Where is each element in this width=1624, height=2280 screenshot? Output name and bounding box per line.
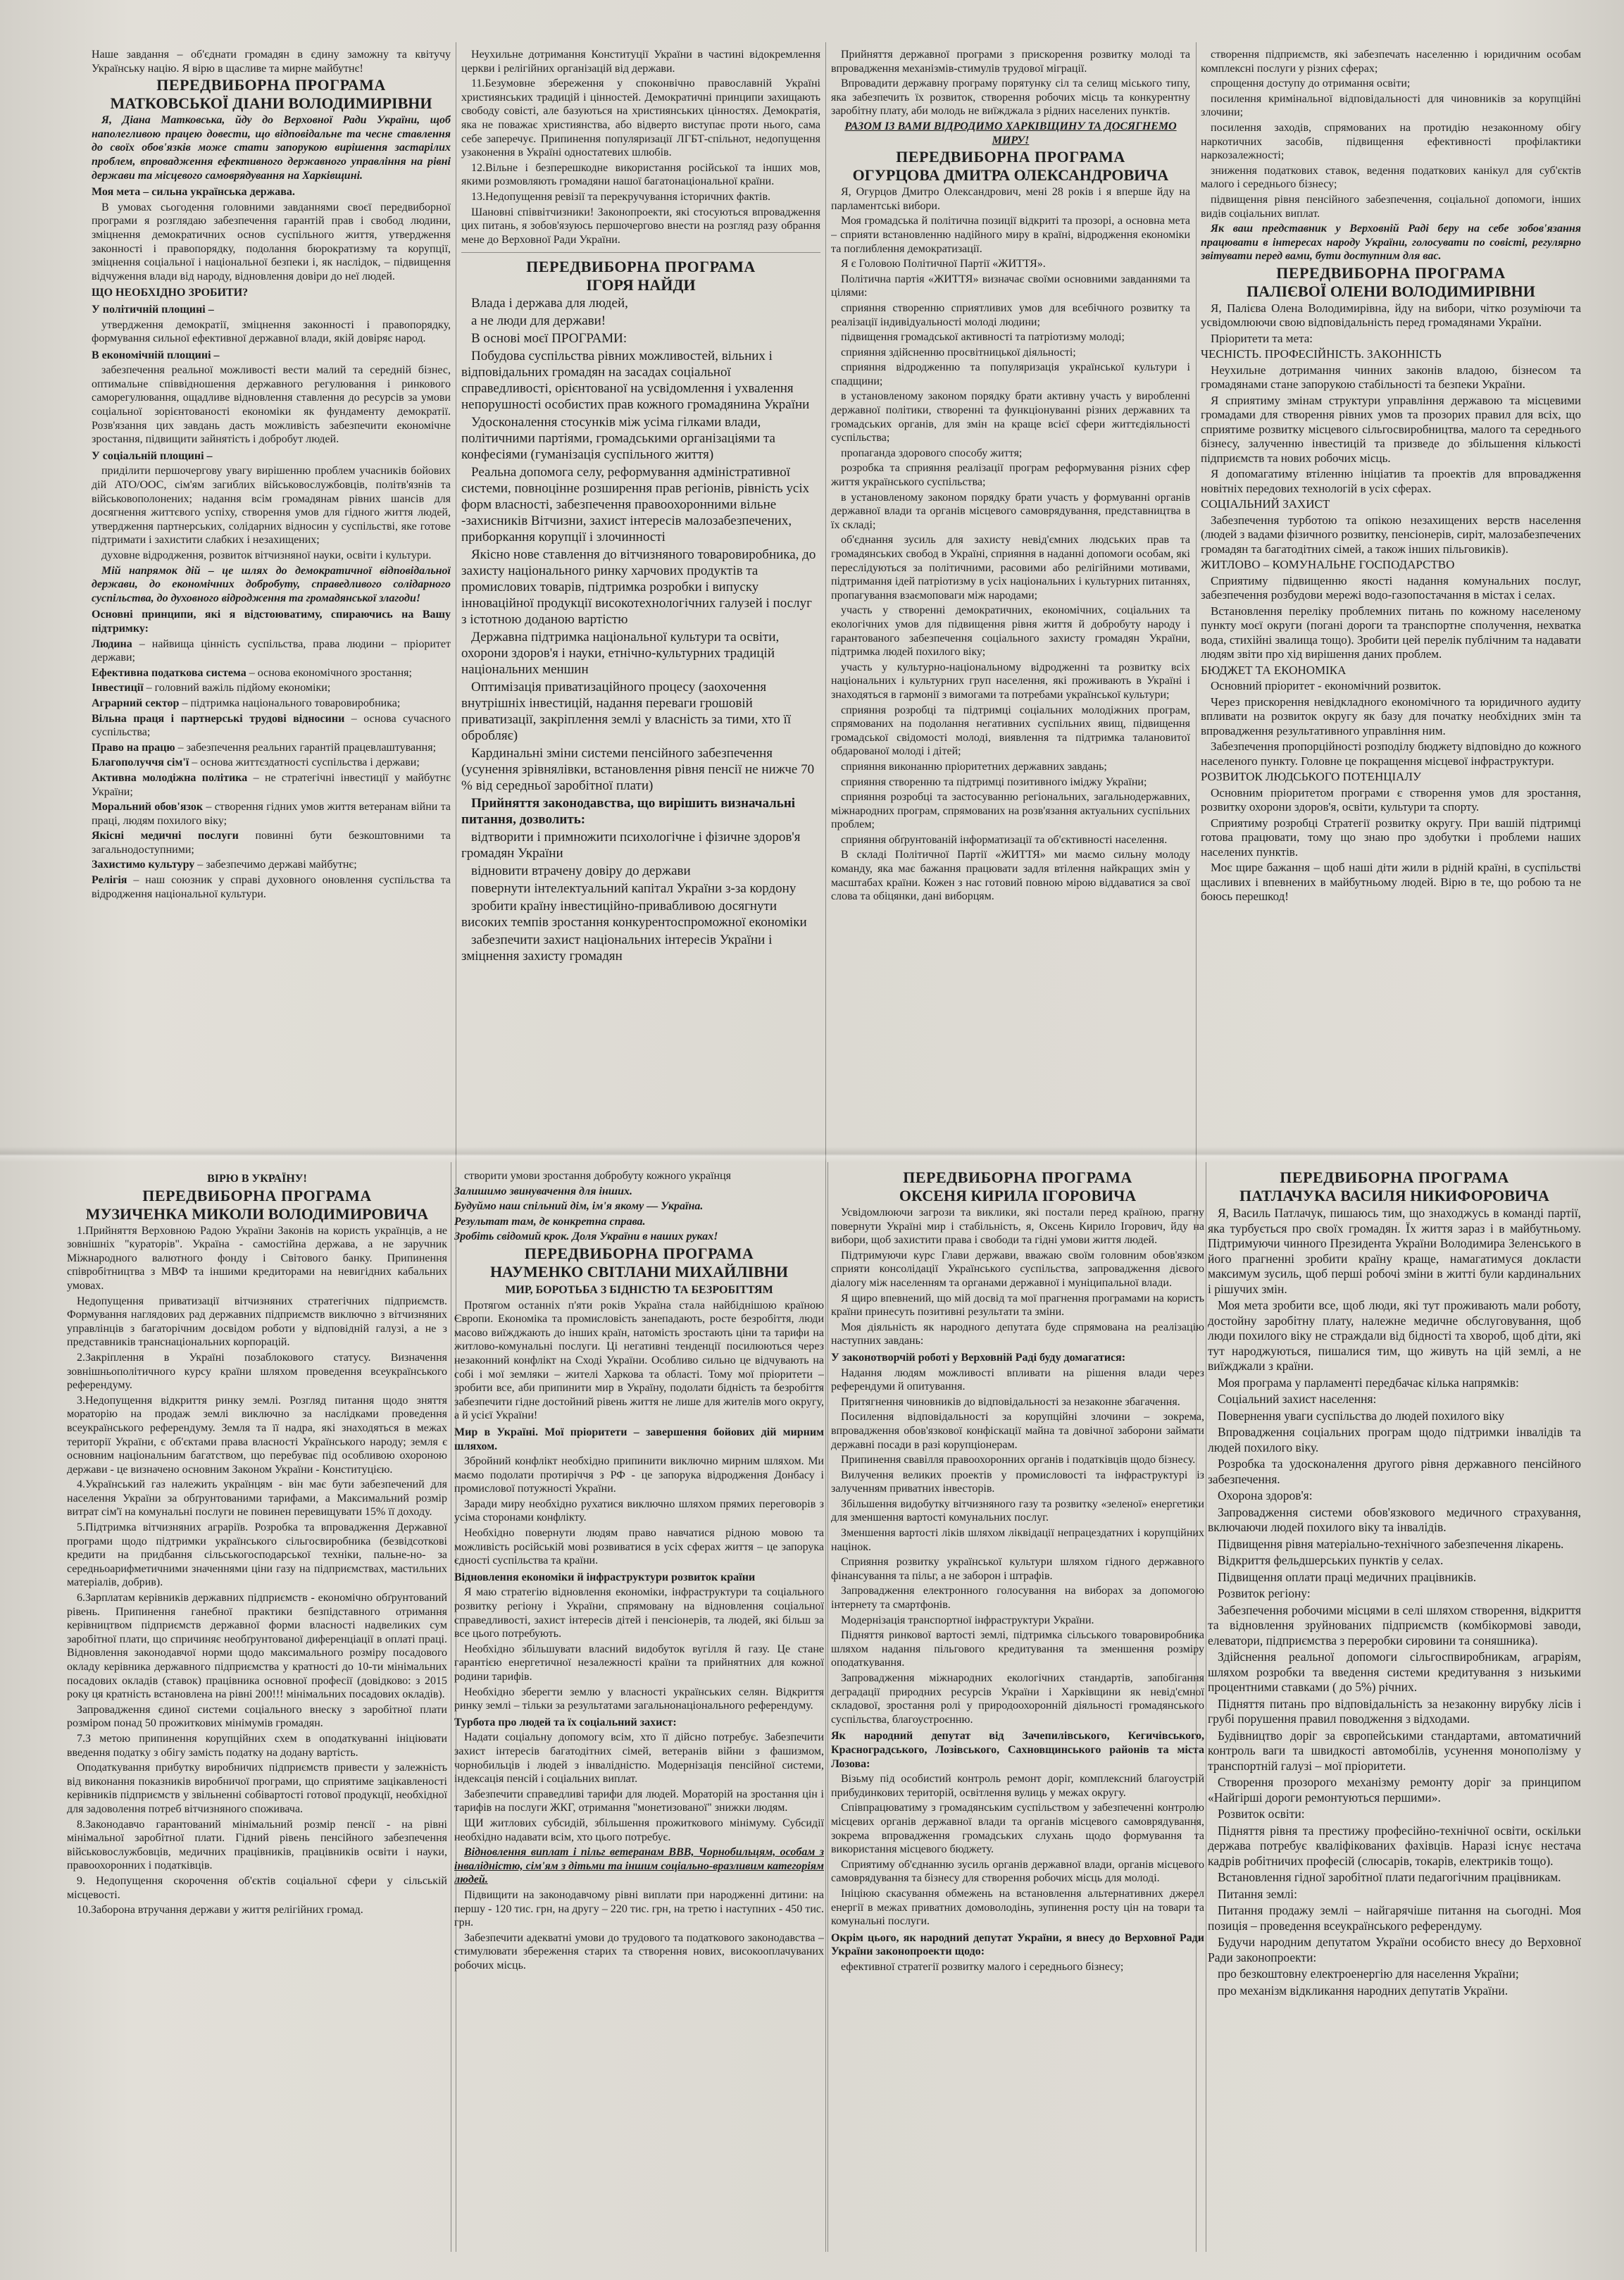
list-item: Притягнення чиновників до відповідальності за незаконне збагачення.	[841, 1395, 1180, 1408]
paragraph: Моя діяльність як народного депутата буде спрямована на реалізацію наступних завдань:	[831, 1321, 1204, 1347]
list-item: Впровадження соціальних програм щодо підтримки інвалідів та людей похилого віку.	[1208, 1425, 1581, 1454]
paragraph: Заради миру необхідно рухатися виключно шляхом прямих переговорів з усіма сторонами конфлікту.	[454, 1497, 824, 1524]
list-item: Прийняття законодавства, що вирішить визначальні питання, дозволить:	[461, 796, 796, 828]
principle-text: повинні бути безкоштовними та загальнодоступними;	[92, 830, 451, 856]
subheading: У політичній площині –	[92, 303, 214, 316]
list-item: Повернення уваги суспільства до людей похилого віку	[1218, 1408, 1505, 1423]
list-item: участь у створенні демократичних, економічних, соціальних та екологічних умов для підвищення рівня життя й добробуту народу і гарантованого забезпечення соціального захисту громадян України, підтримка людей похилого віку;	[831, 604, 1190, 659]
paragraph: Підтримуючи курс Глави держави, вважаю своїм головним обов'язком сприяти консолідації Українського суспільства, запровадження дієвого діалогу між населенням та органами державної і муніципальної влади.	[831, 1249, 1204, 1289]
slogan-line: Зробіть свідомий крок. Доля України в наших руках!	[454, 1231, 718, 1243]
paragraph: Через прискорення невідкладного економічного та юридичного аудиту впливати на розвиток округу як базу для початку необхідних змін та впровадження результативного управління ним.	[1201, 694, 1581, 737]
mission: Моя мета – сильна українська держава.	[92, 186, 295, 199]
list-item: Підняття питань про відповідальність за незаконну вирубку лісів і грубі порушення правил поводження з відходами.	[1208, 1696, 1581, 1726]
paragraph: Я щиро впевнений, що мій досвід та мої прагнення програмами на користь країни принесуть позитивні результати та зміни.	[831, 1292, 1204, 1319]
principles-heading: Основні принципи, які я відстоюватиму, спираючись на Вашу підтримку:	[92, 609, 451, 635]
topic-list	[1208, 1603, 1581, 1806]
paragraph: Я допомагатиму втіленню ініціатив та проектів для впровадження новітніх передових технологій в усіх сферах.	[1201, 467, 1581, 495]
paragraph: Я, Огурцов Дмитро Олександрович, мені 28 років і я вперше йду на парламентські вибори.	[831, 186, 1190, 212]
intro-text: Наше завдання – об'єднати громадян в єдину заможну та квітучу Українську націю. Я вірю в щасливе та мирне майбутнє!	[92, 49, 451, 75]
slogan-line: Результат там, де конкретна справа.	[454, 1215, 646, 1228]
program-items	[67, 1224, 447, 1917]
list-item: 6.Зарплатам керівників державних підприємств - економічно обґрунтований рівень. Припинення ганебної практики безпідставного отримання керівництвом підприємств державної форми власності надвеликих сум заробітної плати, що спричиняє необґрунтованої диференціації в оплаті праці. Відновлення законодавчої норми щодо максимального розміру посадового окладу керівника державного підприємства у кратності до 10-ти мінімальних посадових окладів (ставок) працівника основної професії (довідково: з 2015 року ця кратність встановлена на рівні 200!!! мінімальних посадових окладів).	[67, 1592, 447, 1701]
column-divider	[827, 1162, 828, 2252]
list-item: зробити країну інвестиційно-привабливою досягнути високих темпів зростання конкурентоспроможної економіки	[461, 899, 807, 930]
subheading: Охорона здоров'я:	[1218, 1488, 1313, 1502]
paragraph: Я, Василь Патлачук, пишаюсь тим, що знаходжусь в команді партії, яка турбується про своїх громадян. Їх життя зараз і в майбутньому. Підтримуючи чинного Президента України Володимира Зеленського в його прагненні зробити країну краще, намагатимуся докласти максимум зусиль, щоб перші робочі зміни в житті були кардинальних і рішучих змін.	[1208, 1206, 1581, 1296]
list-item: Запровадження міжнародних екологічних стандартів, запобігання деградації природних ресурсів України і Харківщини як невід'ємної складової, зростання ролі у природоохоронній діяльності громадянського суспільства, благоустроєнню.	[831, 1672, 1204, 1726]
list-item: участь у культурно-національному відродженні та розвитку всіх національних і культурних груп населення, які проживають в Україні і знаходяться в гармонії з вимогами та потребами української культури;	[831, 661, 1190, 701]
list-item: зниження податкових ставок, ведення податкових канікул для суб'єктів малого і середнього бізнесу;	[1201, 164, 1581, 191]
subheading: Питання землі:	[1218, 1886, 1297, 1901]
paragraph: Основним пріоритетом програми є створення умов для зростання, розвитку охорони здоров'я, освіти, культури та спорту.	[1201, 785, 1581, 814]
slogan-line: В основі моєї ПРОГРАМИ:	[471, 331, 627, 347]
subheading: МИР, БОРОТЬБА З БІДНІСТЮ ТА БЕЗРОБІТТЯМ	[505, 1283, 773, 1296]
list-item: Здійснення реальної допомоги сільгоспвиробникам, аграріям, шляхом розробки та введення системи кредитування з низькими процентними ставками ( до 5%) річних.	[1208, 1650, 1581, 1694]
paragraph: Підвищити на законодавчому рівні виплати при народженні дитини: на першу - 120 тис. грн, на другу – 220 тис. грн, на третю і наступних - 450 тис. грн.	[454, 1888, 824, 1929]
principle-text: – не стратегічні інвестиції у майбутнє України;	[92, 771, 451, 798]
principle-term: Благополуччя сім'ї	[92, 756, 189, 769]
list-item: 4.Український газ належить українцям - він має бути забезпечений для населення України за обґрунтованими тарифами, а Максимальний розмір витрат сім'ї на комунальні послуги не повинен перевищувати 15% її доходу.	[67, 1478, 447, 1519]
principles-list	[92, 637, 451, 902]
topic-list	[1208, 1409, 1581, 1488]
pledge: Як ваш представник у Верховній Раді беру на себе зобов'язання працювати в інтересах народу України, голосувати по совісті, регулярно звітувати перед вами, бути доступним для вас.	[1201, 223, 1581, 263]
subheading: Окрім цього, як народний депутат України, я внесу до Верховної Ради України законопроекти щодо:	[831, 1931, 1204, 1958]
candidate-name: ОГУРЦОВА ДМИТРА ОЛЕКСАНДРОВИЧА	[852, 166, 1169, 185]
column-muzychenko	[67, 1169, 447, 2268]
column-naida	[461, 48, 820, 1136]
list-item: підвищення громадської активності та патріотизму молоді;	[841, 331, 1125, 344]
list-item: Підвищення оплати праці медичних працівників.	[1218, 1569, 1477, 1584]
column-palieva	[1201, 48, 1581, 1136]
paragraph: Моя програма у парламенті передбачає кілька напрямків:	[1218, 1375, 1519, 1390]
principle-term: Аграрний сектор	[92, 697, 180, 709]
list-item: Запровадження системи обов'язкового медичного страхування, включаючи людей похилого віку та інвалідів.	[1208, 1505, 1581, 1534]
legislation-list	[1201, 48, 1581, 220]
list-item: 2.Закріплення в Україні позаблокового статусу. Визначення зовнішньополітичного курсу країни шляхом проведення всеукраїнського референдуму.	[67, 1351, 447, 1392]
program-heading: ПЕРЕДВИБОРНА ПРОГРАМА	[903, 1169, 1132, 1186]
lead-paragraph: Я, Діана Матковська, йду до Верховної Ради України, щоб наполегливою працею довести, що відповідальне та чесне ставлення до своїх обов'язків може стати запорукою вирішення застарілих проблем, впровадження ефективного державного управління на рівні держави та місцевого самоврядування на Харківщині.	[92, 114, 451, 182]
subheading: Розвиток регіону:	[1218, 1586, 1311, 1600]
list-item: сприяння створенню та підтримці позитивного іміджу України;	[841, 775, 1147, 788]
paragraph: забезпечення реальної можливості вести малий та середній бізнес, оптимальне співвідношення державного регулювання і ринкового саморегулювання, ощадливе відновлення ставлення до ресурсів за умови соціальної зорієнтованості економіки як фундаменту демократії. Розв'язання цих завдань дасть можливість забезпечити економічне зростання, підвищити зайнятість і добробут людей.	[92, 364, 451, 446]
list-item: посилення кримінальної відповідальності для чиновників за корупційні злочини;	[1201, 92, 1581, 119]
principle-term: Інвестиції	[92, 682, 144, 694]
candidate-name: МУЗИЧЕНКА МИКОЛИ ВОЛОДИМИРОВИЧА	[85, 1204, 429, 1223]
paragraph: Я маю стратегію відновлення економіки, інфраструктури та соціального розвитку регіону і України, спрямовану на відновлення соціальної справедливості, захист інтересів дітей і пенсіонерів, та людей, які більш за все цього потребують.	[454, 1586, 824, 1640]
subheading: В економічній площині –	[92, 349, 220, 361]
column-divider	[825, 42, 826, 2252]
program-heading: ПЕРЕДВИБОРНА ПРОГРАМА	[156, 76, 386, 94]
list-item: Оптимізація приватизаційного процесу (заохочення внутрішніх інвестицій, надання переваги грошовій приватизації, закріплення землі у власність за тими, хто її обробляє)	[461, 680, 792, 744]
paragraph: Впровадити державну програму порятунку сіл та селищ міського типу, яка забезпечить їх розвиток, створення робочих місць та конкурентну заробітну плату, аби молодь не виїжджала з рідних населених пунктів.	[831, 77, 1190, 118]
paragraph: Встановлення переліку проблемних питань по кожному населеному пункту моєї округи (погані дороги та транспортне сполучення, нехватка вода, стихійні звалища тощо). Зробити цей перелік публічним та надавати людям звіти про хід вирішення даних проблем.	[1201, 604, 1581, 661]
paragraph: Неухильне дотримання Конституції України в частині відокремлення церкви і релігійних організацій від держави.	[461, 49, 820, 75]
list-item: Забезпечення робочими місцями в селі шляхом створення, відкриття та відновлення зруйнованих підприємств (комбікормові заводи, елеватори, підприємства з переробки сировини та соняшника).	[1208, 1602, 1581, 1647]
subheading: У соціальній площині –	[92, 449, 213, 462]
list-item: Створення прозорого механізму ремонту доріг за принципом «Найгірші дороги ремонтуються першими».	[1208, 1775, 1581, 1805]
paragraph: Шановні співвітчизники! Законопроекти, які стосуються впровадження цих питань, я зобов'язуюсь першочергово внести на розгляд разу обрання мене до Верховної Ради України.	[461, 206, 820, 246]
principle-text: – підтримка національного товаровиробника;	[179, 697, 401, 709]
subheading: Пріоритети та мета:	[1211, 331, 1313, 345]
list-item: сприяння розробці та підтримці соціальних молодіжних програм, спрямованих на подолання негативних суспільних явищ, підвищення громадської свідомості молоді, виявлення та підтримка талановитої обдарованої молоді і дітей;	[831, 704, 1190, 758]
column-oksen	[831, 1169, 1204, 2268]
list-item: про безкоштовну електроенергію для населення України;	[1218, 1967, 1519, 1981]
principle-item	[92, 637, 451, 665]
paragraph: Я, Палієва Олена Володимирівна, йду на вибори, чітко розуміючи та усвідомлюючи свою відповідальність перед громадянами України.	[1201, 301, 1581, 330]
list-item: підвищення рівня пенсійного забезпечення, соціальної допомоги, інших видів соціальних виплат.	[1201, 193, 1581, 220]
principle-item	[92, 829, 451, 856]
list-item: Збільшення видобутку вітчизняного газу та розвитку «зеленої» енергетики для зменшення вартості комунальних послуг.	[831, 1497, 1204, 1524]
list-item: Візьму під особистий контроль ремонт доріг, комплексний благоустрій прибудинкових територій, освітлення вулиць у межах округу.	[831, 1773, 1204, 1799]
paragraph: Збройний конфлікт необхідно припинити виключно мирним шляхом. Ми маємо подолати протиріччя з РФ - це запорука відродження Донбасу і промислової потужності України.	[454, 1455, 824, 1495]
principle-item	[92, 681, 451, 695]
list-item: Ініціюю скасування обмежень на встановлення альтернативних джерел енергії в межах приватних домоволодінь, зупинення росту цін на товари та комунальні послуги.	[831, 1887, 1204, 1928]
principle-item	[92, 771, 451, 799]
principle-text: – забезпечимо державі майбутнє;	[194, 859, 357, 871]
principle-text: – забезпечення реальних гарантій працевлаштування;	[175, 741, 437, 754]
list-item: 3.Недопущення відкриття ринку землі. Розгляд питання щодо зняття мораторію на продаж землі виключно за наслідками проведення всеукраїнського референдуму. Земля та її надра, які знаходяться в межах території України, є об'єктами права власності Українського народу; земля є основним національним багатством, що перебуває під особливою охороною держави - це визначено основним Законом України - Конституцією.	[67, 1394, 447, 1476]
list-item: сприяння розробці та застосуванню регіональних, загальнодержавних, міжнародних програм, спрямованих на розв'язання актуальних суспільних проблем;	[831, 791, 1190, 831]
list-item: в установленому законом порядку брати участь у формуванні органів державної влади та органів місцевого самоврядування, представництва в їх складі;	[831, 491, 1190, 531]
list-item: 5.Підтримка вітчизняних аграріїв. Розробка та впровадження Державної програми щодо підтримки українського сільгосвиробника (безвідсоткові кредити на придбання сільськогосподарської техніки, пальне-но- за середньоарифметичними значеннями ціни газу на підприємствах, мастильних матеріалів, добрив).	[67, 1521, 447, 1589]
list-item: Розробка та удосконалення другого рівня державного пенсійного забезпечення.	[1208, 1457, 1581, 1486]
list-item: забезпечити захист національних інтересів України і зміцнення захисту громадян	[461, 933, 773, 964]
paragraph: Сприятиму підвищенню якості надання комунальних послуг, забезпечення розбудови мережі водо-газопостачання в містах і селах.	[1201, 573, 1581, 602]
paragraph: створити умови зростання добробуту кожного українця	[464, 1170, 732, 1182]
list-item: повернути інтелектуальний капітал України з-за кордону	[471, 881, 797, 897]
list-item: Співпрацюватиму з громадянським суспільством у забезпеченні контролю місцевих органів державної влади та органів місцевого самоврядування, зокрема впровадження громадських слухань щодо формування та використання місцевого бюджету.	[831, 1802, 1204, 1856]
list-item: Питання продажу землі – найгарячіше питання на сьогодні. Моя позиція – проведення всеукраїнського референдуму.	[1208, 1903, 1581, 1933]
legislative-goals-list	[831, 1366, 1204, 1727]
paragraph: 13.Недопущення ревізії та перекручування історичних фактів.	[471, 190, 771, 203]
list-item: Підняття рівня та престижу професійно-технічної освіти, оскільки держава потребує кваліфікованих фахівців. Наразі існує нестача кадрів робітничих професій (слюсарів, токарів, електриків тощо).	[1208, 1823, 1581, 1868]
paragraph: Надати соціальну допомогу всім, хто її дійсно потребує. Забезпечити захист інтересів багатодітних сімей, ветеранів війни з фашизмом, чорнобильців і людей з інвалідністю. Модернізація пенсійної системи, індексація пенсій і соціальних виплат.	[454, 1731, 824, 1786]
principle-item	[92, 800, 451, 828]
list-item: Відкриття фельдшерських пунктів у селах.	[1218, 1553, 1444, 1567]
paragraph: В складі Політичної Партії «ЖИТТЯ» ми маємо сильну молоду команду, яка має бажання працювати задля втілення найкращих змін у масштабах країни. Кожен з нас готовий повною мірою віддаватися за свої слова та обіцянки, дані виборцям.	[831, 849, 1190, 903]
paragraph: Моє щире бажання – щоб наші діти жили в рідній країні, в суспільстві щасливих і впевнених в майбутньому людей. Вірю в те, що робою та не боюсь перешкод!	[1201, 861, 1581, 904]
subheading: БЮДЖЕТ ТА ЕКОНОМІКА	[1201, 663, 1347, 677]
program-heading: ПЕРЕДВИБОРНА ПРОГРАМА	[142, 1186, 372, 1204]
program-items	[461, 348, 820, 964]
subheading: Відновлення економіки й інфраструктури розвиток країни	[454, 1571, 756, 1583]
list-item: Припинення свавілля правоохоронних органів і податківців щодо бізнесу.	[841, 1454, 1196, 1466]
page-fold	[0, 1147, 1624, 1162]
principle-item	[92, 697, 451, 711]
principle-term: Активна молодіжна політика	[92, 771, 248, 784]
paragraph: ефективної стратегії розвитку малого і середнього бізнесу;	[841, 1960, 1124, 1973]
paragraph: Сприятиму розробці Стратегії розвитку округу. При вашій підтримці готова працювати, тому що знаю про здобутки і проблеми наших населених пунктів.	[1201, 816, 1581, 859]
list-item: пропаганда здорового способу життя;	[841, 447, 1023, 459]
program-heading: ПЕРЕДВИБОРНА ПРОГРАМА	[526, 258, 756, 276]
paragraph: утвердження демократії, зміцнення законності і правопорядку, формування сильної ефективної державної влади, якій довіряє народ.	[92, 318, 451, 345]
principle-term: Людина	[92, 637, 132, 650]
paragraph: Забезпечити справедливі тарифи для людей. Мораторій на зростання цін і тарифів на послуги ЖКГ, отримання "монетизованої" знижки людям.	[454, 1788, 824, 1814]
candidate-name: МАТКОВСЬКОЇ ДІАНИ ВОЛОДИМИРІВНИ	[110, 94, 432, 113]
paragraph: Необхідно зберегти землю у власності українських селян. Відкриття ринку землі – тільки за результатами загальнонаціонального референдуму.	[454, 1686, 824, 1712]
subheading: Турбота про людей та їх соціальний захист:	[454, 1716, 677, 1728]
subheading: У законотворчій роботі у Верховній Раді буду домагатися:	[831, 1351, 1126, 1364]
subheading: Відновлення виплат і пільг ветеранам ВВВ, Чорнобильцям, особам з інвалідністю, сім'ям з дітьми та іншим соціально-вразливим категоріям людей.	[454, 1846, 824, 1886]
list-item: Недопущення приватизації вітчизняних стратегічних підприємств. Формування наглядових рад державних підприємств виключно з вітчизняних управлінців з багаторічним досвідом роботи у відповідній галузі, а не з представників транснаціональних корпорацій.	[67, 1295, 447, 1349]
list-item: Підвищення рівня матеріально-технічного забезпечення лікарень.	[1218, 1536, 1564, 1551]
paragraph: Забезпечення турботою та опікою незахищених верств населення (людей з вадами фізичного розвитку, пенсіонерів, сиріт, малозабезпечених громадян та багатодітних сімей, а також інших пільговиків).	[1201, 513, 1581, 556]
district-goals-list	[831, 1772, 1204, 1929]
list-item: 9. Недопущення скорочення об'єктів соціальної сфери у сільській місцевості.	[67, 1874, 447, 1901]
list-item: Вилучення великих проектів у промисловості та інфраструктурі із залученням приватних інвесторів.	[831, 1469, 1204, 1495]
list-item: спрощення доступу до отримання освіти;	[1211, 77, 1411, 90]
principle-item	[92, 741, 451, 755]
paragraph: ЩИ житлових субсидій, збільшення прожиткового мінімуму. Субсидії необхідно надавати всім, хто цього потребує.	[454, 1817, 824, 1843]
subheading: Розвиток освіти:	[1218, 1807, 1305, 1821]
list-item: Запровадження єдиної системи соціального внеску з заробітної плати розміром понад 50 прожиткових мінімумів громадян.	[67, 1703, 447, 1730]
list-item: Підняття ринкової вартості землі, підтримка сільського товаровиробника шляхом надання пільгового кредитування та зменшення розміру оподаткування.	[831, 1629, 1204, 1669]
goal-statement: Мій напрямок дій – це шлях до демократичної відповідальної держави, до економічних добробуту, справедливого солідарного суспільства, до духовного відродження та громадянської злагоди!	[92, 564, 451, 604]
program-heading: ПЕРЕДВИБОРНА ПРОГРАМА	[1276, 263, 1506, 282]
principle-term: Захистимо культуру	[92, 859, 195, 871]
list-item: 8.Законодавчо гарантований мінімальний розмір пенсії - на рівні мінімальної заробітної плати. Гідний рівень пенсійного забезпечення військовослужбовців, медичних працівників, працівників освіти і науки, правоохоронних і податківців.	[67, 1818, 447, 1872]
list-item: Надання людям можливості впливати на рішення влади через референдуми й опитування.	[831, 1366, 1204, 1393]
slogan-line: а не люди для держави!	[471, 313, 606, 329]
subheading: Соціальний захист населення:	[1218, 1392, 1377, 1406]
subheading: ЧЕСНІСТЬ. ПРОФЕСІЙНІСТЬ. ЗАКОННІСТЬ	[1201, 347, 1442, 361]
topic-list	[1208, 1824, 1581, 1886]
column-naumenko	[454, 1169, 824, 2268]
list-item: про механізм відкликання народних депутатів України.	[1218, 1983, 1509, 1998]
list-item: Сприяння розвитку української культури шляхом гідного державного фінансування та пільг, а не заборон і штрафів.	[831, 1556, 1204, 1582]
list-item: Державна підтримка національної культури та освіти, охорони здоров'я і науки, етнічно-культурних традицій національних меншин	[461, 630, 780, 678]
paragraph: В умовах сьогодення головними завданнями своєї передвиборної програми я розглядаю забезпечення гарантій прав і свобод людини, зміцнення демократичних основ суспільного життя, утвердження законності і правопорядку, подолання бюрократизму та корупції, зміцнення соціальної і національної безпеки і, як наслідок, – підвищення відчуження влади від народу, відновлення довіри до неї людей.	[92, 201, 451, 282]
principle-term: Ефективна податкова система	[92, 666, 246, 679]
paragraph: Забезпечення пропорційності розподілу бюджету відповідно до кожного населеного пункту. Головне це покращення місцевої інфраструктури.	[1201, 740, 1581, 768]
principle-term: Моральний обов'язок	[92, 801, 204, 814]
principle-item	[92, 756, 451, 770]
principle-term: Право на працю	[92, 741, 175, 754]
list-item: Запровадження електронного голосування на виборах за допомогою інтернету та смартфонів.	[831, 1585, 1204, 1612]
list-item: Будучи народним депутатом України особисто внесу до Верховної Ради законопроекти:	[1208, 1935, 1581, 1964]
program-heading: ПЕРЕДВИБОРНА ПРОГРАМА	[896, 148, 1125, 166]
list-item: посилення заходів, спрямованих на протидію незаконному обігу наркотичних засобів, підвищення ефективності профілактики наркозалежності;	[1201, 121, 1581, 162]
subheading: ЖИТЛОВО – КОМУНАЛЬНЕ ГОСПОДАРСТВО	[1201, 558, 1455, 572]
list-item: відтворити і примножити психологічне і фізичне здоров'я громадян України	[461, 830, 801, 861]
paragraph: Я сприятиму змінам структури управління державою та місцевими громадами для створення рівних умов та прозорих правил для всіх, що сприятиме розвитку місцевого сільгосвиробництва, малого та середнього бізнесу, залученню інвестицій та призведе до збільшення кількості підприємств та нових робочих місць.	[1201, 393, 1581, 465]
list-item: Будівництво доріг за європейськими стандартами, автоматичний контроль ваги та швидкості автомобілів, усунення монополізму у транспортній галузі – мої пріоритети.	[1208, 1728, 1581, 1773]
paragraph: Моя мета зробити все, щоб люди, які тут проживають мали роботу, достойну заробітну плату, належне медичне обслуговування, щоб люди похилого віку не страждали від бідності та хвороб, щоб діти, які тут народжуються, пишалися тим, що живуть на цій землі, а не виїжджали з країни.	[1208, 1298, 1581, 1373]
list-item: відновити втрачену довіру до держави	[471, 864, 691, 879]
list-item: Посилення відповідальності за корупційні злочини – зокрема, впровадження обов'язкової конфіскації майна та довічної заборони займати державні посади в разі корупціонерам.	[831, 1411, 1204, 1451]
paragraph: Основний пріоритет - економічний розвиток.	[1211, 679, 1442, 693]
principle-text: – головний важіль підйому економіки;	[143, 682, 331, 694]
candidate-name: НАУМЕНКО СВІТЛАНИ МИХАЙЛІВНИ	[489, 1262, 789, 1281]
paragraph: Політична партія «ЖИТТЯ» визначає своїми основними завданнями та цілями:	[831, 273, 1190, 299]
candidate-name: ПАТЛАЧУКА ВАСИЛЯ НИКИФОРОВИЧА	[1239, 1187, 1549, 1204]
list-item: сприяння обґрунтованій інформатизації та об'єктивності населення.	[841, 833, 1168, 846]
paragraph: Усвідомлюючи загрози та виклики, які постали перед країною, прагну повернути Україні мир і стабільність, я, Оксень Кирило Ігорович, йду на вибори, щоб захистити права і свободи та гідні умови життя людей.	[831, 1207, 1204, 1247]
list-item: об'єднання зусиль для захисту невід'ємних людських прав та громадянських свобод в Україні, сприяння в наданні допомоги особам, які переслідуються за політичними, расовими або релігійними мотивами, підтримання ідей патріотизму в усіх національних і культурних питаннях, пропагування взаємоповаги між народами;	[831, 534, 1190, 602]
column-ohurtsov	[831, 48, 1190, 1136]
paragraph: приділити першочергову увагу вирішенню проблем учасників бойових дій АТО/ООС, сім'ям загиблих військовослужбовців, політв'язнів та військовополонених; надання всім громадянам рівних шансів для досягнення життєвого успіху, створення умов для гідного життя людей, утвердження партнерських, солідарних відносин у суспільстві, яке готове підтримати і захистити слабких і незахищених;	[92, 465, 451, 547]
principle-item	[92, 712, 451, 740]
topic-list	[1208, 1505, 1581, 1586]
list-item: в установленому законом порядку брати активну участь у виробленні державної політики, створенні та функціонуванні різних державних та громадських органів, для змін на краще всієї сфери життєдіяльності суспільства;	[831, 390, 1190, 444]
principle-item	[92, 666, 451, 680]
list-item: Сприятиму об'єднанню зусиль органів державної влади, органів місцевого самоврядування та бізнесу для створення робочих місць для молоді.	[831, 1858, 1204, 1885]
candidate-name: ПАЛІЄВОЇ ОЛЕНИ ВОЛОДИМИРІВНИ	[1247, 282, 1535, 300]
list-item: Оподаткування прибутку виробничих підприємств привести у залежність від виконання показників виробничої програми, що сприятиме зацікавленості керівників підприємств у звільненні собівартості готової продукції, необхідної для задоволення потреб вітчизняного споживача.	[67, 1762, 447, 1815]
principle-text: – створення гідних умов життя ветеранам війни та праці, людям похилого віку;	[92, 801, 451, 827]
principle-term: Релігія	[92, 874, 127, 887]
paragraph: духовне відродження, розвиток вітчизняної науки, освіти і культури.	[101, 549, 432, 561]
list-item: 10.Заборона втручання держави у життя релігійних громад.	[77, 1904, 363, 1917]
slogan: РАЗОМ ІЗ ВАМИ ВІДРОДИМО ХАРКІВЩИНУ ТА ДОСЯГНЕМО МИРУ!	[844, 120, 1177, 147]
principle-text: – основа життєздатності суспільства і держави;	[189, 756, 420, 769]
list-item: Удосконалення стосунків між усіма гілками влади, політичними партіями, громадськими організаціями та конфесіями (гуманізація суспільного життя)	[461, 415, 775, 463]
list-item: Кардинальні зміни системи пенсійного забезпечення (усунення зрівнялівки, встановлення рівня пенсії не нижче 70 % від середньої заробітної плати)	[461, 746, 815, 794]
paragraph: Забезпечити адекватні умови до трудового та податкового законодавства – стимулювати збереження старих та створення нових, високооплачуваних робочих місць.	[454, 1931, 824, 1971]
question-heading: ЩО НЕОБХІДНО ЗРОБИТИ?	[92, 287, 249, 299]
paragraph: 11.Безумовне збереження у споконвічно православній Україні християнських традицій і цінностей. Демократичні принципи захищають свободу совісті, але базуються на християнських цінностях. Демократія, яка не поважає християнства, або відверто виступає проти нього, сама себе заперечує. Припинення популяризації ЛГБТ-спільнот, недопущення узаконення в Україні одностатевих шлюбів.	[461, 77, 820, 159]
slogan-line: Залишимо звинувачення для інших.	[454, 1185, 632, 1197]
paragraph: Прийняття державної програми з прискорення розвитку молоді та впровадження механізмів-стимулів трудової міграції.	[831, 49, 1190, 75]
principle-text: – найвища цінність суспільства, права людини – пріоритет держави;	[92, 637, 451, 664]
paragraph: Я є Головою Політичної Партії «ЖИТТЯ».	[841, 258, 1046, 270]
principle-item	[92, 873, 451, 901]
list-item: розробка та сприяння реалізації програм реформування різних сфер життя українського суспільства;	[831, 462, 1190, 489]
paragraph: Неухильне дотримання чинних законів владою, бізнесом та громадянами стане запорукою стабільності та безпеки України.	[1201, 363, 1581, 392]
paragraph: Протягом останніх п'яти років Україна стала найбіднішою країною Європи. Економіка та промисловість занепадають, росте безробіття, люди масово виїжджають до інших країн, натомість зростають ціни та тарифи на житлово-комунальні послуги. Ці негативні тенденції посилюються через незаконний конфлікт на Сході України. Особливо сильно це відчувають на собі і мої земляки – жителі Харкова та області. Тому мої пріоритети – зробити все, аби припинити мир в Україну, подолати бідність та безробіття забезпечити гідне достойний рівень життя не лише для жителів мого округу, а й усієї України!	[454, 1299, 824, 1422]
slogan-line: Будуймо наш спільний дім, ім'я якому — Україна.	[454, 1200, 704, 1213]
subheading: РОЗВИТОК ЛЮДСЬКОГО ПОТЕНЦІАЛУ	[1201, 770, 1422, 784]
principle-text: – основа сучасного суспільства;	[92, 712, 451, 739]
list-item: Побудова суспільства рівних можливостей, вільних і відповідальних громадян на засадах соціальної справедливості, орієнтованої на усвідомлення і ухвалення непорушності особистих прав кожного громадянина України	[461, 349, 810, 413]
candidate-name: ІГОРЯ НАЙДИ	[586, 276, 696, 294]
principle-text: – основа економічного зростання;	[246, 666, 412, 679]
list-item: сприяння виконанню пріоритетних державних завдань;	[841, 760, 1107, 773]
list-item: створення підприємств, які забезпечать населенню і юридичним особам комплексні послуги у різних сферах;	[1201, 49, 1581, 75]
list-item: Модернізація транспортної інфраструктури України.	[841, 1614, 1094, 1626]
principle-text: – наш союзник у справі духовного оновлення суспільства та відродження національної культури.	[92, 874, 451, 900]
column-patlachuk	[1208, 1169, 1581, 2268]
subheading: СОЦІАЛЬНИЙ ЗАХИСТ	[1201, 497, 1330, 511]
candidate-name: ОКСЕНЯ КИРИЛА ІГОРОВИЧА	[899, 1187, 1137, 1204]
list-item: сприяння створенню сприятливих умов для всебічного розвитку та реалізації індивідуальності молоді людини;	[831, 301, 1190, 328]
list-item: сприяння відродженню та популяризація української культури і спадщини;	[831, 361, 1190, 387]
paragraph: Необхідно збільшувати власний видобуток вугілля й газу. Це стане гарантією енергетичної незалежності країни та прийнятних для кожної родини тарифів.	[454, 1643, 824, 1683]
subheading: Мир в Україні. Мої пріоритети – завершення бойових дій мирним шляхом.	[454, 1426, 824, 1452]
subheading: Як народний депутат від Зачепилівського, Кегичівського, Красноградського, Лозівського, Сахновщинського районів та міста Лозова:	[831, 1730, 1204, 1770]
principle-item	[92, 858, 451, 872]
program-heading: ПЕРЕДВИБОРНА ПРОГРАМА	[524, 1244, 754, 1262]
topic-list	[1208, 1903, 1581, 1998]
party-goals-list	[831, 301, 1190, 847]
list-item: Зменшення вартості ліків шляхом ліквідації непрацездатних і корупційних націнок.	[831, 1527, 1204, 1553]
column-matkovska	[92, 48, 451, 1136]
list-item: Якісно нове ставлення до вітчизняного товаровиробника, до захисту національного ринку харчових продуктів та промислових товарів, підтримка розробки і випуску інноваційної продукції високотехнологічних галузей і послуг з істотною доданою вартістю	[461, 547, 816, 628]
paragraph: 12.Вільне і безперешкодне використання російської та інших мов, якими розмовляють громадяни нашої багатонаціональної країни.	[461, 161, 820, 188]
section-divider	[461, 252, 820, 253]
paragraph: Моя громадська й політична позиції відкриті та прозорі, а основна мета – сприяти встановленню надійного миру в країні, відродження економіки та поглиблення демократизації.	[831, 215, 1190, 255]
principle-term: Вільна праця і партнерські трудові відносини	[92, 712, 345, 725]
list-item: сприяння здійсненню просвітницької діяльності;	[841, 346, 1076, 359]
list-item: Реальна допомога селу, реформування адміністративної системи, повноцінне розширення прав регіонів, рівність усіх форм власності, забезпечення правоохоронними вільне -захисників Вітчизни, захист інтересів малозабезпечених, приборкання корупції і злочинності	[461, 465, 810, 545]
list-item: 7.З метою припинення корупційних схем в оподаткуванні ініціювати введення податку з обігу замість податку на додану вартість.	[67, 1732, 447, 1759]
slogan: ВІРЮ В УКРАЇНУ!	[207, 1173, 307, 1185]
program-heading: ПЕРЕДВИБОРНА ПРОГРАМА	[1280, 1169, 1509, 1186]
slogan-line: Влада і держава для людей,	[471, 296, 628, 311]
principle-term: Якісні медичні послуги	[92, 830, 239, 842]
list-item: 1.Прийняття Верховною Радою України Законів на користь українців, а не зовнішніх "кураторів". Україна - самостійна держава, а не заручник Міжнародного валютного фонду і Світового банку. Припинення співробітництва з МВФ та іншими кредиторами на невигідних кабальних умовах.	[67, 1224, 447, 1292]
paragraph: Необхідно повернути людям право навчатися рідною мовою та можливість російській мові розвиватися в усіх сферах життя – це запорука єдності суспільства та країни.	[454, 1527, 824, 1567]
list-item: Встановлення гідної заробітної плати педагогічним працівникам.	[1218, 1870, 1561, 1884]
